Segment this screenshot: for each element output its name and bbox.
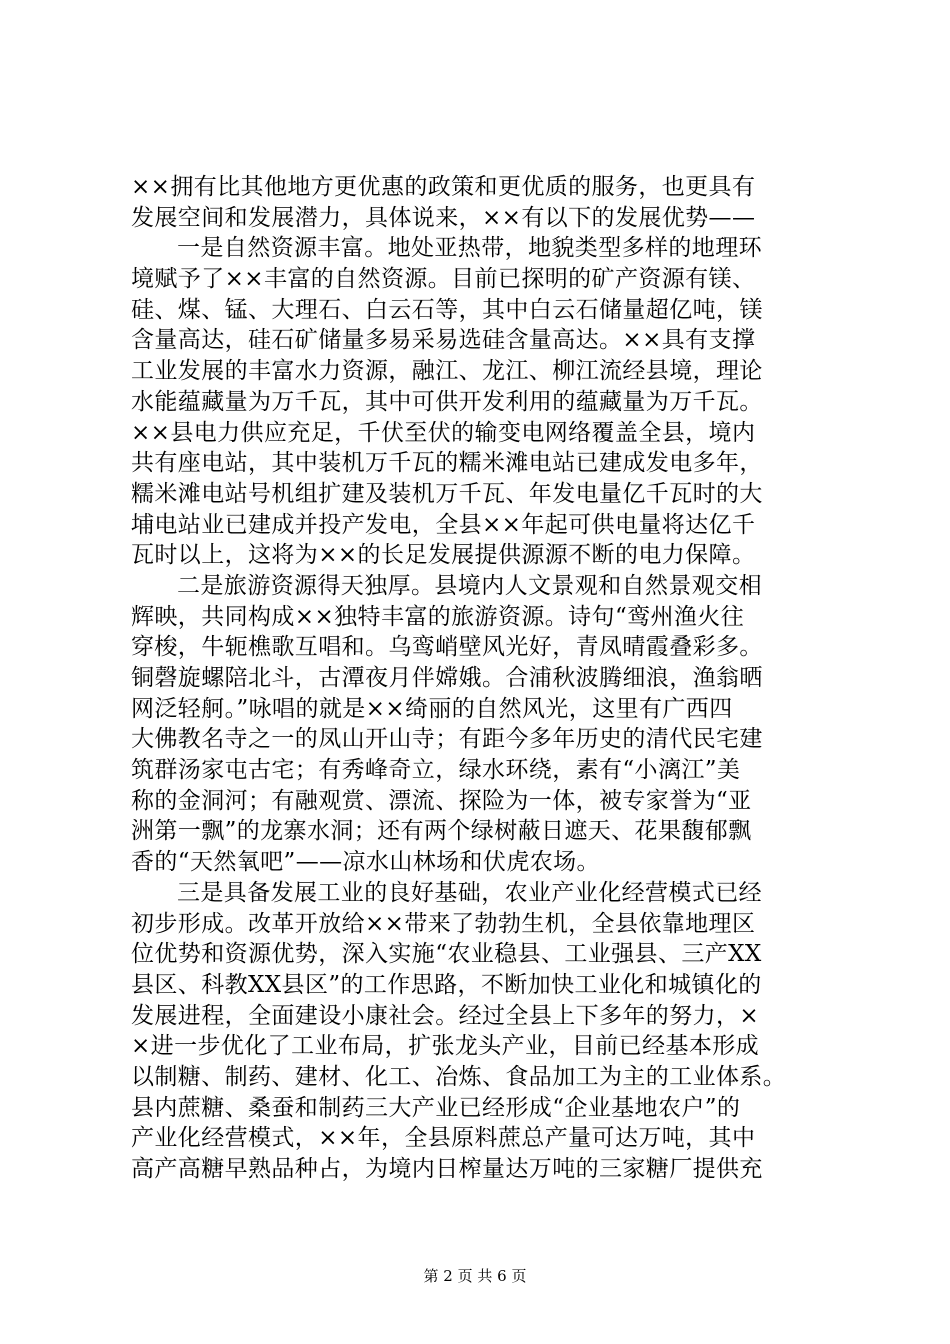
text-line: 县内蔗糖、桑蚕和制药三大产业已经形成“企业基地农户”的 <box>131 1094 741 1121</box>
text-line: 辉映，共同构成××独特丰富的旅游资源。诗句“鸾州渔火往 <box>131 603 745 630</box>
text-line: ××县电力供应充足，千伏至伏的输变电网络覆盖全县，境内 <box>131 419 756 446</box>
text-line: 穿梭，牛轭樵歌互唱和。乌鸾峭壁风光好，青凤晴霞叠彩多。 <box>131 634 763 661</box>
text-line: 以制糖、制药、建材、化工、冶炼、食品加工为主的工业体系。 <box>131 1063 787 1090</box>
text-line: 高产高糖早熟品种占，为境内日榨量达万吨的三家糖厂提供充 <box>131 1156 763 1182</box>
text-line: 香的“天然氧吧”——凉水山林场和伏虎农场。 <box>131 849 600 876</box>
text-line: 发展空间和发展潜力，具体说来，××有以下的发展优势—— <box>131 204 756 231</box>
body-text <box>131 172 831 1185</box>
page-footer <box>0 1266 950 1286</box>
text-line: 三是具备发展工业的良好基础，农业产业化经营模式已经 <box>177 879 762 906</box>
text-line: 硅、煤、锰、大理石、白云石等，其中白云石储量超亿吨，镁 <box>131 296 763 323</box>
text-line: 发展进程，全面建设小康社会。经过全县上下多年的努力，× <box>131 1002 760 1029</box>
text-line: 二是旅游资源得天独厚。县境内人文景观和自然景观交相 <box>177 572 762 599</box>
text-line: 工业发展的丰富水力资源，融江、龙江、柳江流经县境，理论 <box>131 358 763 385</box>
page-number-label: 第 2 页 共 6 页 <box>423 1267 527 1285</box>
text-line: 铜磬旋螺陪北斗，古潭夜月伴嫦娥。合浦秋波腾细浪，渔翁晒 <box>131 665 763 691</box>
text-line: 一是自然资源丰富。地处亚热带，地貌类型多样的地理环 <box>177 235 762 262</box>
text-line: ××拥有比其他地方更优惠的政策和更优质的服务，也更具有 <box>131 174 756 200</box>
text-line: 共有座电站，其中装机万千瓦的糯米滩电站已建成发电多年， <box>131 450 763 477</box>
text-line: 产业化经营模式，××年，全县原料蔗总产量可达万吨，其中 <box>131 1125 756 1152</box>
text-line: 县区、科教XX县区”的工作思路，不断加快工业化和城镇化的 <box>131 971 762 998</box>
text-line: 称的金洞河；有融观赏、漂流、探险为一体，被专家誉为“亚 <box>131 787 752 814</box>
text-line: 糯米滩电站号机组扩建及装机万千瓦、年发电量亿千瓦时的大 <box>131 480 763 507</box>
text-line: 初步形成。改革开放给××带来了勃勃生机，全县依靠地理区 <box>131 910 756 937</box>
text-line: 埔电站业已建成并投产发电，全县××年起可供电量将达亿千 <box>131 511 756 538</box>
text-line: ×进一步优化了工业布局，扩张龙头产业，目前已经基本形成 <box>131 1033 760 1060</box>
text-line: 境赋予了××丰富的自然资源。目前已探明的矿产资源有镁、 <box>131 266 756 293</box>
text-line: 洲第一飘”的龙寨水洞；还有两个绿树蔽日遮天、花果馥郁飘 <box>131 818 752 845</box>
text-line: 瓦时以上，这将为××的长足发展提供源源不断的电力保障。 <box>131 542 756 569</box>
text-line: 筑群汤家屯古宅；有秀峰奇立，绿水环绕，素有“小漓江”美 <box>131 757 741 784</box>
text-line: 网泛轻舸。”咏唱的就是××绮丽的自然风光，这里有广西四 <box>131 695 733 722</box>
text-line: 位优势和资源优势，深入实施“农业稳县、工业强县、三产XX <box>131 941 762 968</box>
text-line: 大佛教名寺之一的凤山开山寺；有距今多年历史的清代民宅建 <box>131 726 763 753</box>
text-line: 水能蕴藏量为万千瓦，其中可供开发利用的蕴藏量为万千瓦。 <box>131 388 763 415</box>
text-line: 含量高达，硅石矿储量多易采易选硅含量高达。××具有支撑 <box>131 327 756 354</box>
